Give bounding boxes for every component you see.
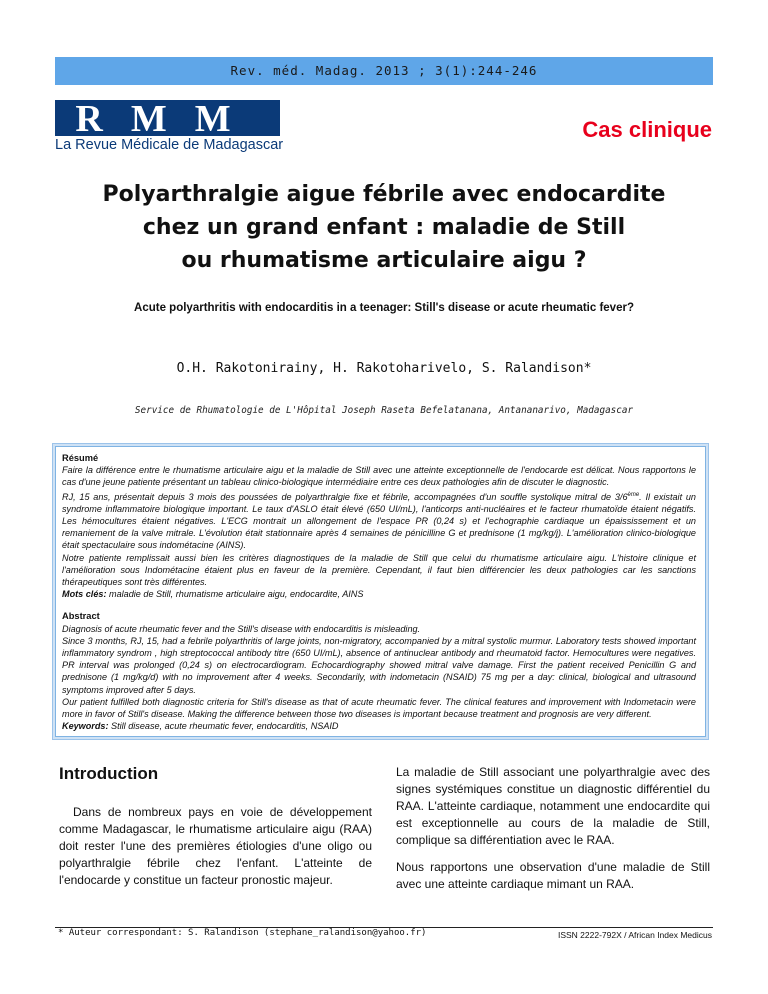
title-line-3: ou rhumatisme articulaire aigu ? xyxy=(181,248,587,273)
abstract-paragraph-2: Since 3 months, RJ, 15, had a febrile polyarthritis of large joints, non-migratory, accompanied by a mitral systolic murmur. Laboratory tests showed important inflammatory syndrom , high streptococcal antibody titre (650 UI/mL), absence of antinuclear antibody and rheumatoid factor. Hemocultures were negatives. PR interval was prolonged (0,24 s) on electrocardiogram. Echocardiography showed mitral valve damage. First the patient received Penicillin G and prednisone (1 mg/kg/d) with no improvement after 4 weeks. Secondarily, with indometacin (NSAID) 75 mg per a day: clinical, biological and ultrasound symptoms improved after 5 days. xyxy=(62,635,696,695)
introduction-heading: Introduction xyxy=(59,764,159,783)
abstract-section xyxy=(62,610,696,732)
abstract-heading: Abstract xyxy=(62,611,100,622)
intro-paragraph-3: Nous rapportons une observation d'une maladie de Still avec une atteinte cardiaque mimant un RAA. xyxy=(396,860,710,891)
corresponding-author: * Auteur correspondant: S. Ralandison (stephane_ralandison@yahoo.fr) xyxy=(58,928,427,938)
abstract-box xyxy=(55,446,706,737)
resume-keywords-text: maladie de Still, rhumatisme articulaire aigu, endocardite, AINS xyxy=(109,589,364,600)
journal-logo xyxy=(55,100,284,158)
intro-paragraph-2: La maladie de Still associant une polyarthralgie avec des signes systémiques constitue un diagnostic différentiel du RAA. L'atteinte cardiaque, notamment une endocardite qui est exceptionnelle au cours de la maladie de Still, complique sa différentiation avec le RAA. xyxy=(396,765,710,847)
abstract-paragraph-1: Diagnosis of acute rheumatic fever and the Still's disease with endocarditis is misleading. xyxy=(62,623,421,634)
resume-keywords xyxy=(62,588,696,600)
logo-letters-text: RMM xyxy=(75,100,259,136)
resume-p2-part-a: RJ, 15 ans, présentait depuis 3 mois des poussées de polyarthralgie fixe et fébrile, accompagnées d'un souffle systolique mitral de 3/6 xyxy=(62,491,628,502)
english-title: Acute polyarthritis with endocarditis in a teenager: Still's disease or acute rheumatic fever? xyxy=(134,302,634,314)
abstract-keywords xyxy=(62,720,696,732)
intro-paragraph-1: Dans de nombreux pays en voie de développement comme Madagascar, le rhumatisme articulaire aigu (RAA) doit rester l'une des premières étiologies d'une oligo ou polyarthralgie fébrile chez l'enfant. L'atteinte de l'endocarde y constitue un facteur pronostic majeur. xyxy=(59,805,372,887)
abstract-keywords-text: Still disease, acute rheumatic fever, endocarditis, NSAID xyxy=(111,721,339,732)
resume-p2-part-b: . Il existait un syndrome inflammatoire biologique important. Le taux d'ASLO était élevé (650 UI/mL), l'anticorps anti-nucléaires et le facteur rhumatoïde étaient négatifs. Les hémocultures étaient négatives. L'ECG montrait un allongement de l'espace PR (0,24 s) et l'echographie cardiaque un épaississement et un remaniement de la valve mitrale. L'évolution était stationnaire après 4 semaines de pénicilline G et prednisone (1 mg/kg/j). L'amélioration clinico-biologique était spectaculaire sous indométacine (AINS). xyxy=(62,491,696,551)
rmm-logo-icon xyxy=(55,100,280,136)
abstract-paragraph-3: Our patient fulfilled both diagnostic criteria for Still's disease as that of acute rheumatic fever. The clinical features and improvement with Indometacin were more in favor of Still's disease. Making the difference between those two diseases is important because treatment and prognosis are very different. xyxy=(62,696,696,720)
citation-band xyxy=(55,57,713,85)
citation-text: Rev. méd. Madag. 2013 ; 3(1):244-246 xyxy=(230,63,538,78)
logo-letters-block xyxy=(55,100,280,136)
issn-label: ISSN 2222-792X / African Index Medicus xyxy=(557,930,712,940)
resume-keywords-label: Mots clés: xyxy=(62,589,107,600)
resume-p2-sup: ème xyxy=(627,491,640,498)
title-line-2: chez un grand enfant : maladie de Still xyxy=(142,215,626,240)
article-title xyxy=(60,178,708,277)
body-left-column xyxy=(59,764,372,889)
resume-paragraph-3: Notre patiente remplissait aussi bien les critères diagnostiques de la maladie de Still que celui du rhumatisme articulaire aigu. L'histoire clinique et l'amélioration sous Indométacine étaient plus en faveur de la première. Cependant, il faut bien différencier les deux pathologies car les sanctions thérapeutiques sont très différentes. xyxy=(62,552,696,588)
affiliation: Service de Rhumatologie de L'Hôpital Joseph Raseta Befelatanana, Antananarivo, Madagascar xyxy=(134,405,634,416)
section-label: Cas clinique xyxy=(582,117,712,142)
authors: O.H. Rakotonirainy, H. Rakotoharivelo, S. Ralandison* xyxy=(176,361,592,376)
resume-paragraph-1: Faire la différence entre le rhumatisme articulaire aigu et la maladie de Still avec une atteinte exceptionnelle de l'endocarde est délicat. Nous rapportons le cas d'une jeune patiente présentant un tableau clinico-biologique intermédiaire entre ces deux pathologies afin de discuter le diagnostic. xyxy=(62,465,696,488)
abstract-keywords-label: Keywords: xyxy=(62,721,109,732)
body-right-column xyxy=(396,764,710,893)
resume-paragraph-2 xyxy=(62,489,696,552)
journal-name: La Revue Médicale de Madagascar xyxy=(55,137,284,153)
resume-section xyxy=(62,452,696,600)
resume-heading: Résumé xyxy=(62,453,99,463)
title-line-1: Polyarthralgie aigue fébrile avec endocardite xyxy=(102,182,666,207)
